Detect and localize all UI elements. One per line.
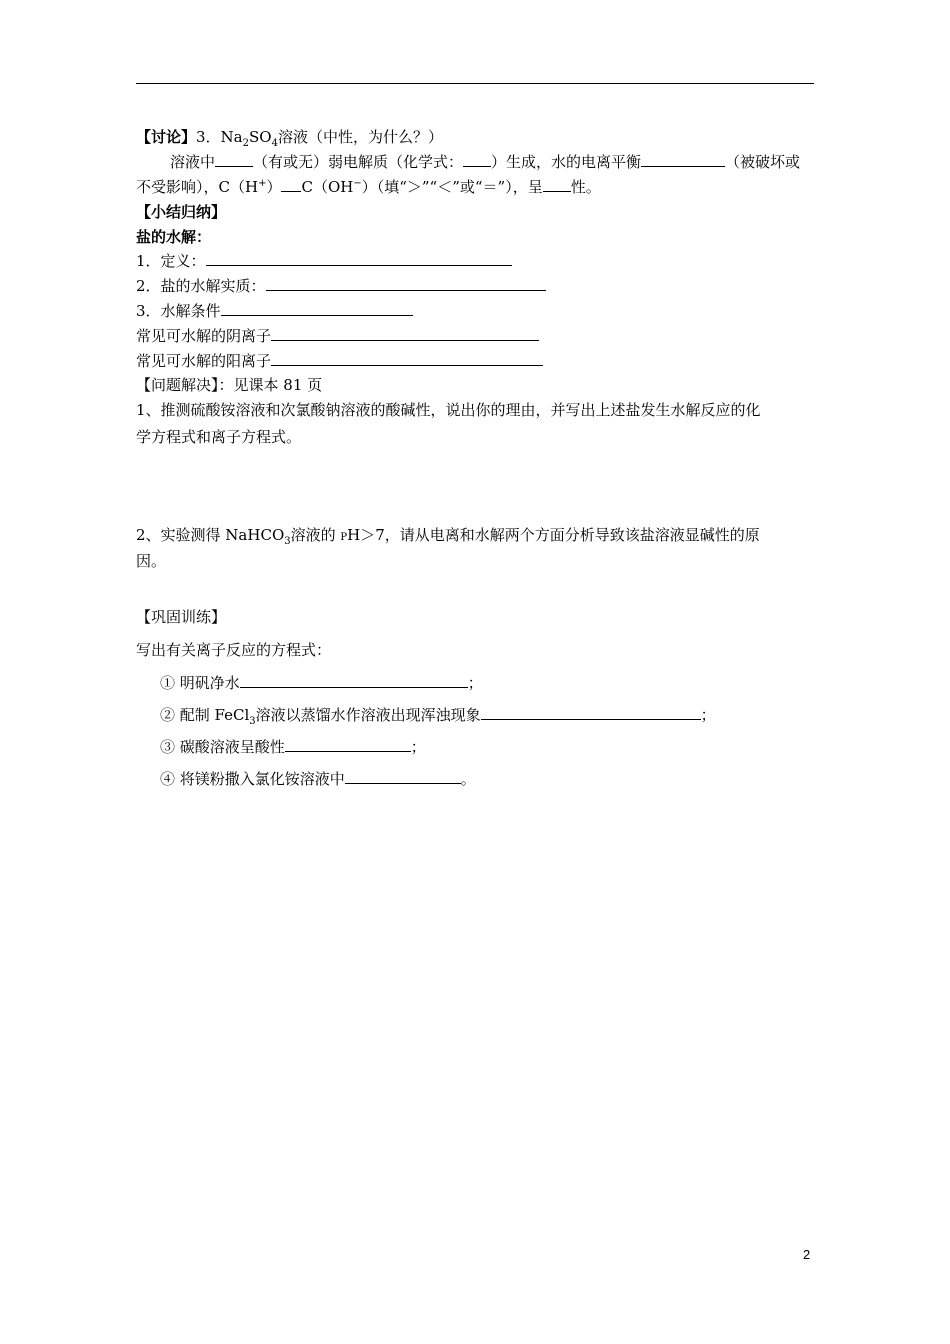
subscript: 2 <box>242 138 250 149</box>
text: （被破坏或 <box>725 153 801 171</box>
summary-heading: 盐的水解： <box>136 228 212 246</box>
question-2-line-2: 因。 <box>136 552 167 570</box>
text: 不受影响），C（H <box>136 178 259 196</box>
discussion-title-pre: 3．Na <box>196 128 243 146</box>
text: ① 明矾净水 <box>160 674 240 692</box>
blank <box>221 302 413 316</box>
text: ④ 将镁粉撒入氯化铵溶液中 <box>160 770 345 788</box>
blank <box>206 252 512 266</box>
text: ）（填“＞”“＜”或“＝”），呈 <box>361 178 543 196</box>
summary-anion <box>136 326 539 346</box>
discussion-line-2 <box>136 177 601 197</box>
blank <box>240 674 468 688</box>
discussion-tag: 【讨论】 <box>136 128 197 146</box>
summary-item-2 <box>136 276 546 296</box>
text: 1．定义： <box>136 252 206 270</box>
text: 常见可水解的阳离子 <box>136 352 272 370</box>
blank <box>641 153 725 167</box>
text: 3．水解条件 <box>136 302 221 320</box>
text: 溶液以蒸馏水作溶液出现浑浊现象 <box>255 706 481 724</box>
question-1-line-2: 学方程式和离子方程式。 <box>136 428 302 446</box>
text: 常见可水解的阴离子 <box>136 327 272 345</box>
subscript: 4 <box>271 138 278 149</box>
superscript: − <box>353 178 362 189</box>
summary-tag: 【小结归纳】 <box>136 203 227 221</box>
text: 2、实验测得 NaHCO <box>136 526 285 544</box>
summary-item-1 <box>136 251 512 271</box>
page-number: 2 <box>803 1247 811 1262</box>
problem-tag: 【问题解决】：见课本 81 页 <box>136 376 323 394</box>
blank <box>271 352 543 366</box>
discussion-title-mid: SO <box>249 128 272 146</box>
blank <box>271 327 539 341</box>
text: ③ 碳酸溶液呈酸性 <box>160 738 285 756</box>
text: ； <box>467 674 483 692</box>
practice-intro: 写出有关离子反应的方程式： <box>136 641 332 659</box>
exercise-4 <box>160 769 476 789</box>
exercise-1 <box>160 673 483 693</box>
question-1-line-1: 1、推测硫酸铵溶液和次氯酸钠溶液的酸碱性，说出你的理由，并写出上述盐发生水解反应的化 <box>136 401 761 419</box>
subscript: 3 <box>249 716 256 727</box>
text: 2．盐的水解实质： <box>136 277 266 295</box>
text: 。 <box>460 770 476 788</box>
discussion-title <box>136 127 443 147</box>
text: 溶液的 <box>290 526 341 544</box>
text: C（OH <box>301 178 354 196</box>
practice-tag: 【巩固训练】 <box>136 608 227 626</box>
text: ； <box>410 738 426 756</box>
superscript: + <box>258 178 267 189</box>
text: （有或无）弱电解质（化学式： <box>253 153 464 171</box>
discussion-title-post: 溶液（中性，为什么？） <box>277 128 443 146</box>
text: 性。 <box>570 178 601 196</box>
blank <box>215 153 253 167</box>
text: H＞7，请从电离和水解两个方面分析导致该盐溶液显碱性的原 <box>347 526 760 544</box>
blank <box>481 706 701 720</box>
summary-item-3 <box>136 301 413 321</box>
blank <box>266 277 546 291</box>
text: P <box>340 532 348 543</box>
exercise-2 <box>160 705 716 725</box>
summary-cation <box>136 351 543 371</box>
subscript: 3 <box>284 536 291 547</box>
text: ； <box>700 706 716 724</box>
text: ） <box>266 178 282 196</box>
question-2-line-1 <box>136 525 760 548</box>
text: ② 配制 FeCl <box>160 706 250 724</box>
text: ）生成，水的电离平衡 <box>491 153 642 171</box>
blank <box>463 153 491 167</box>
blank <box>285 738 411 752</box>
blank <box>281 178 301 192</box>
discussion-line-1 <box>170 152 800 172</box>
blank <box>345 770 461 784</box>
text: 溶液中 <box>170 153 216 171</box>
blank <box>543 178 571 192</box>
exercise-3 <box>160 737 426 757</box>
header-rule <box>136 83 814 84</box>
